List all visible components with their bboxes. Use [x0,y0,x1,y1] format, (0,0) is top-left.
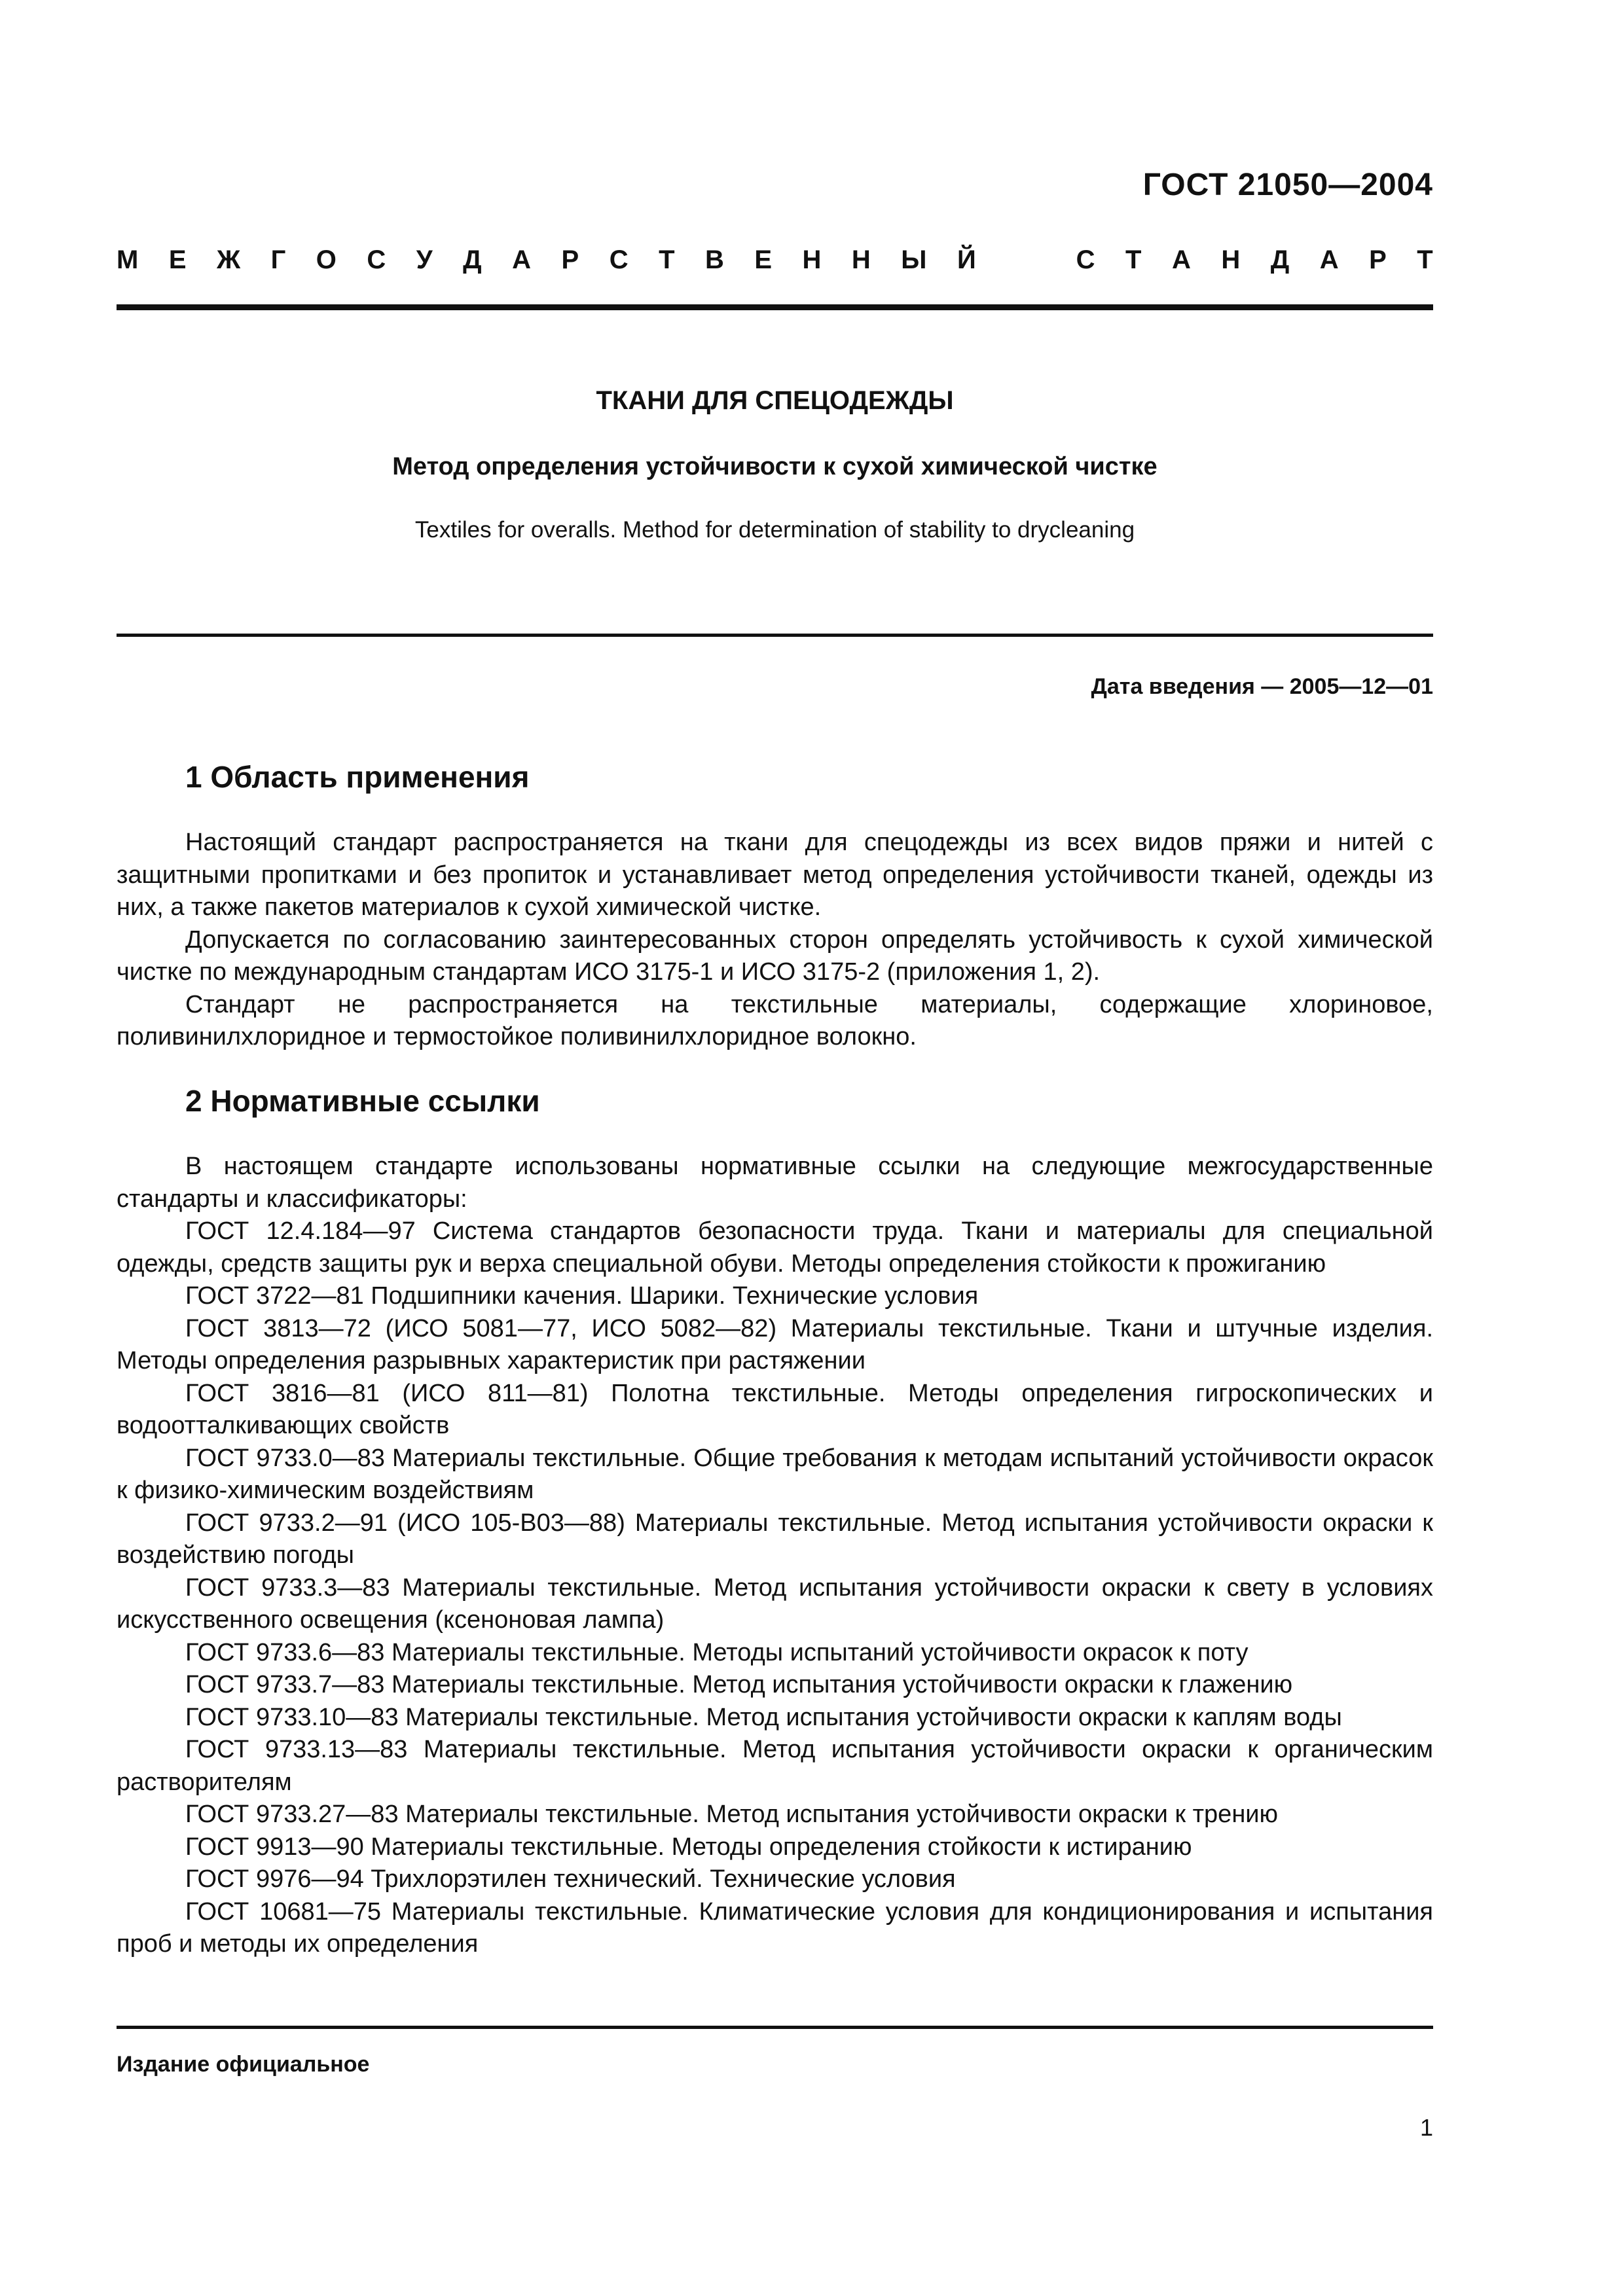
banner-letter: Н [851,245,871,274]
paragraph: Допускается по согласованию заинтересованных сторон определять устойчивость к сухой химической чистке по международным стандартам ИСО 3175-1 и ИСО 3175-2 (приложения 1, 2). [117,925,1433,986]
banner-letter: С [367,245,386,274]
document-subtitle: Метод определения устойчивости к сухой химической чистке [392,453,1158,480]
paragraph: Настоящий стандарт распространяется на ткани для спецодежды из всех видов пряжи и нитей с защитными пропитками и без пропиток и устанавливает метод определения устойчивости тканей, одежды из них, а также пакетов материалов к сухой химической чистке. [117,829,1433,921]
banner-letter: Е [754,245,773,274]
banner-letter: Н [1221,245,1241,274]
english-title: Textiles for overalls. Method for determination of stability to drycleaning [414,517,1135,543]
banner-letter: Г [270,245,286,274]
reference-item: ГОСТ 10681—75 Материалы текстильные. Климатические условия для кондиционирования и испытания проб и методы их определения [117,1897,1433,1958]
banner-letter: Е [168,245,187,274]
reference-item: ГОСТ 9733.7—83 Материалы текстильные. Метод испытания устойчивости окраски к глажению [185,1671,1293,1698]
banner-letter: Ж [216,245,241,274]
document-code: ГОСТ 21050—2004 [1142,168,1433,202]
section-1-body [117,827,1433,1054]
banner-letter: В [704,245,724,274]
reference-item: ГОСТ 9733.27—83 Материалы текстильные. Метод испытания устойчивости окраски к трению [185,1801,1279,1828]
banner-letter: Т [1125,245,1142,274]
banner-letter: А [512,245,532,274]
footer-rule [117,2026,1433,2029]
banner-letter: Д [463,245,482,274]
banner-letter: Т [1417,245,1433,274]
banner-letter: Ы [901,245,927,274]
reference-item: ГОСТ 9733.10—83 Материалы текстильные. Метод испытания устойчивости окраски к каплям воды [185,1703,1342,1731]
reference-item: ГОСТ 3816—81 (ИСО 811—81) Полотна текстильные. Методы определения гигроскопических и водоотталкивающих свойств [117,1379,1433,1439]
reference-item: ГОСТ 9733.6—83 Материалы текстильные. Методы испытаний устойчивости окрасок к поту [185,1638,1249,1666]
banner-letter: У [416,245,433,274]
section-2-body [117,1151,1433,1961]
introduction-date: Дата введения — 2005—12—01 [1091,674,1433,699]
reference-item: ГОСТ 9913—90 Материалы текстильные. Методы определения стойкости к истиранию [185,1833,1192,1861]
section-2-heading: 2 Нормативные ссылки [185,1084,540,1118]
section-1-heading: 1 Область применения [185,760,530,794]
banner-letter: М [117,245,139,274]
reference-item: ГОСТ 9733.2—91 (ИСО 105-В03—88) Материалы текстильные. Метод испытания устойчивости окраски к воздействию погоды [117,1509,1433,1569]
header-rule [117,304,1433,310]
reference-item: ГОСТ 9733.0—83 Материалы текстильные. Общие требования к методам испытаний устойчивости окрасок к физико-химическим воздействиям [117,1444,1433,1504]
interstate-standard-banner [117,245,1433,275]
reference-item: ГОСТ 3722—81 Подшипники качения. Шарики. Технические условия [185,1282,979,1310]
title-rule [117,634,1433,637]
banner-letter: Р [1369,245,1387,274]
paragraph: Стандарт не распространяется на текстильные материалы, содержащие хлориновое, поливинилхлоридное и термостойкое поливинилхлоридное волокно. [117,990,1433,1050]
reference-item: ГОСТ 12.4.184—97 Система стандартов безопасности труда. Ткани и материалы для специальной одежды, средств защиты рук и верха специальной обуви. Методы определения стойкости к прожиганию [117,1217,1433,1278]
paragraph: В настоящем стандарте использованы нормативные ссылки на следующие межгосударственные стандарты и классификаторы: [117,1153,1433,1213]
banner-letter: Н [802,245,822,274]
reference-item: ГОСТ 9733.13—83 Материалы текстильные. Метод испытания устойчивости окраски к органическим растворителям [117,1736,1433,1796]
banner-letter: С [609,245,629,274]
document-title: ТКАНИ ДЛЯ СПЕЦОДЕЖДЫ [596,386,954,415]
banner-word-gap [1006,245,1046,275]
banner-letter: Д [1270,245,1290,274]
banner-letter: О [316,245,337,274]
banner-letter: А [1171,245,1191,274]
banner-letter: Р [561,245,579,274]
banner-letter: А [1319,245,1339,274]
reference-item: ГОСТ 9733.3—83 Материалы текстильные. Метод испытания устойчивости окраски к свету в условиях искусственного освещения (ксеноновая лампа) [117,1573,1433,1634]
reference-item: ГОСТ 9976—94 Трихлорэтилен технический. Технические условия [185,1865,956,1893]
reference-item: ГОСТ 3813—72 (ИСО 5081—77, ИСО 5082—82) Материалы текстильные. Ткани и штучные изделия. Методы определения разрывных характеристик при растяжении [117,1314,1433,1374]
banner-letter: Й [957,245,976,274]
page-number: 1 [1419,2114,1433,2141]
banner-letter: С [1076,245,1095,274]
official-edition-label: Издание официальное [117,2052,370,2077]
banner-letter: Т [659,245,675,274]
